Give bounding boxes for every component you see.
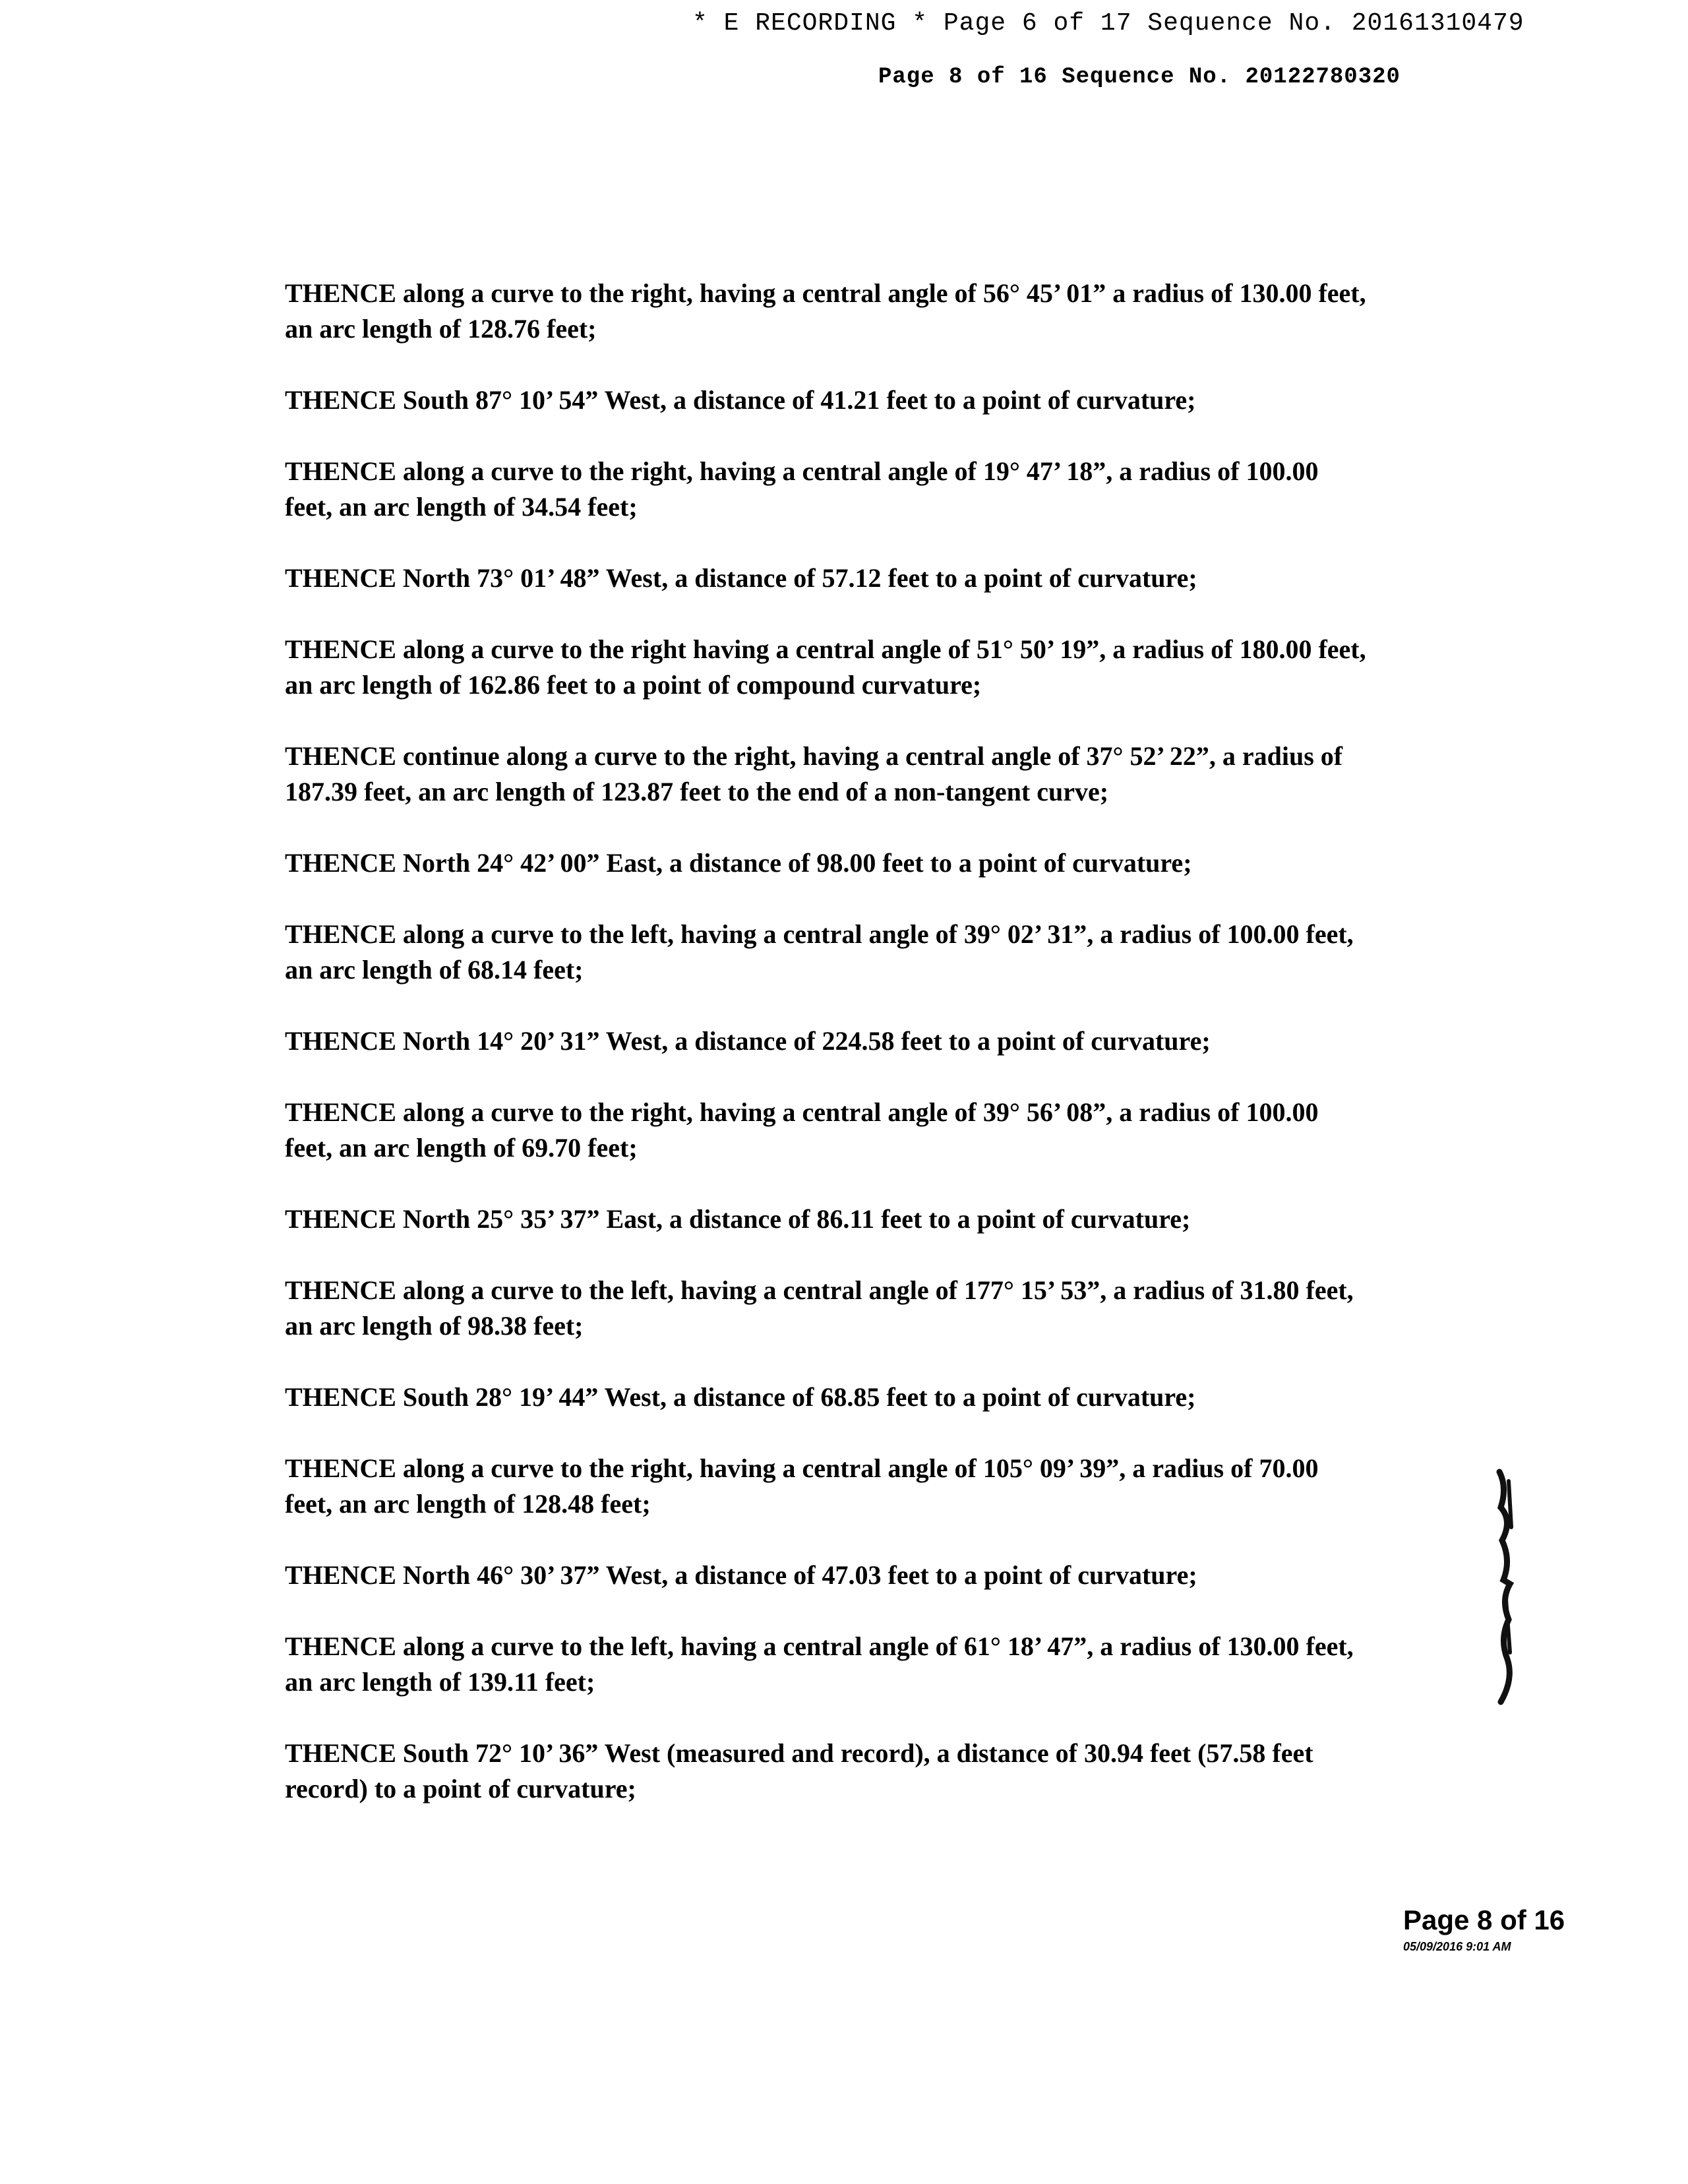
course-paragraph: THENCE along a curve to the left, having a central angle of 39° 02’ 31”, a radius of 100.00 feet, an arc length of 68.14 feet; bbox=[285, 919, 1354, 985]
course-paragraph: THENCE North 73° 01’ 48” West, a distance of 57.12 feet to a point of curvature; bbox=[285, 563, 1197, 593]
legal-description-body bbox=[285, 276, 1366, 1842]
course-paragraph: THENCE along a curve to the right, having a central angle of 39° 56’ 08”, a radius of 100.00 feet, an arc length of 69.70 feet; bbox=[285, 1097, 1319, 1163]
course-paragraph: THENCE North 25° 35’ 37” East, a distance of 86.11 feet to a point of curvature; bbox=[285, 1204, 1191, 1234]
course-paragraph: THENCE South 87° 10’ 54” West, a distance of 41.21 feet to a point of curvature; bbox=[285, 385, 1196, 415]
course-paragraph: THENCE North 46° 30’ 37” West, a distance of 47.03 feet to a point of curvature; bbox=[285, 1560, 1197, 1590]
course-paragraph: THENCE along a curve to the left, having a central angle of 177° 15’ 53”, a radius of 31.80 feet, an arc length of 98.38 feet; bbox=[285, 1275, 1354, 1341]
course-paragraph: THENCE South 72° 10’ 36” West (measured and record), a distance of 30.94 feet (57.58 feet record) to a point of curvature; bbox=[285, 1738, 1313, 1804]
course-paragraph: THENCE along a curve to the right, having a central angle of 105° 09’ 39”, a radius of 70.00 feet, an arc length of 128.48 feet; bbox=[285, 1453, 1319, 1519]
page-number: Page 8 of 16 bbox=[1403, 1904, 1565, 1935]
page-timestamp: 05/09/2016 9:01 AM bbox=[1403, 1940, 1511, 1953]
course-paragraph: THENCE along a curve to the right having a central angle of 51° 50’ 19”, a radius of 180.00 feet, an arc length of 162.86 feet to a point of compound curvature; bbox=[285, 634, 1366, 700]
course-paragraph: THENCE along a curve to the left, having a central angle of 61° 18’ 47”, a radius of 130.00 feet, an arc length of 139.11 feet; bbox=[285, 1631, 1354, 1697]
course-paragraph: THENCE along a curve to the right, having a central angle of 56° 45’ 01” a radius of 130.00 feet, an arc length of 128.76 feet; bbox=[285, 278, 1366, 344]
course-paragraph: THENCE along a curve to the right, having a central angle of 19° 47’ 18”, a radius of 100.00 feet, an arc length of 34.54 feet; bbox=[285, 456, 1319, 522]
initials-stamp bbox=[1494, 1468, 1518, 1708]
course-paragraph: THENCE North 14° 20’ 31” West, a distance of 224.58 feet to a point of curvature; bbox=[285, 1026, 1211, 1056]
recording-header: * E RECORDING * Page 6 of 17 Sequence No. 20161310479 bbox=[692, 9, 1524, 38]
course-paragraph: THENCE North 24° 42’ 00” East, a distance of 98.00 feet to a point of curvature; bbox=[285, 848, 1192, 878]
course-paragraph: THENCE South 28° 19’ 44” West, a distance of 68.85 feet to a point of curvature; bbox=[285, 1382, 1196, 1412]
course-paragraph: THENCE continue along a curve to the right, having a central angle of 37° 52’ 22”, a radius of 187.39 feet, an arc length of 123.87 feet to the end of a non-tangent curve; bbox=[285, 741, 1343, 806]
sequence-header: Page 8 of 16 Sequence No. 20122780320 bbox=[878, 65, 1401, 90]
